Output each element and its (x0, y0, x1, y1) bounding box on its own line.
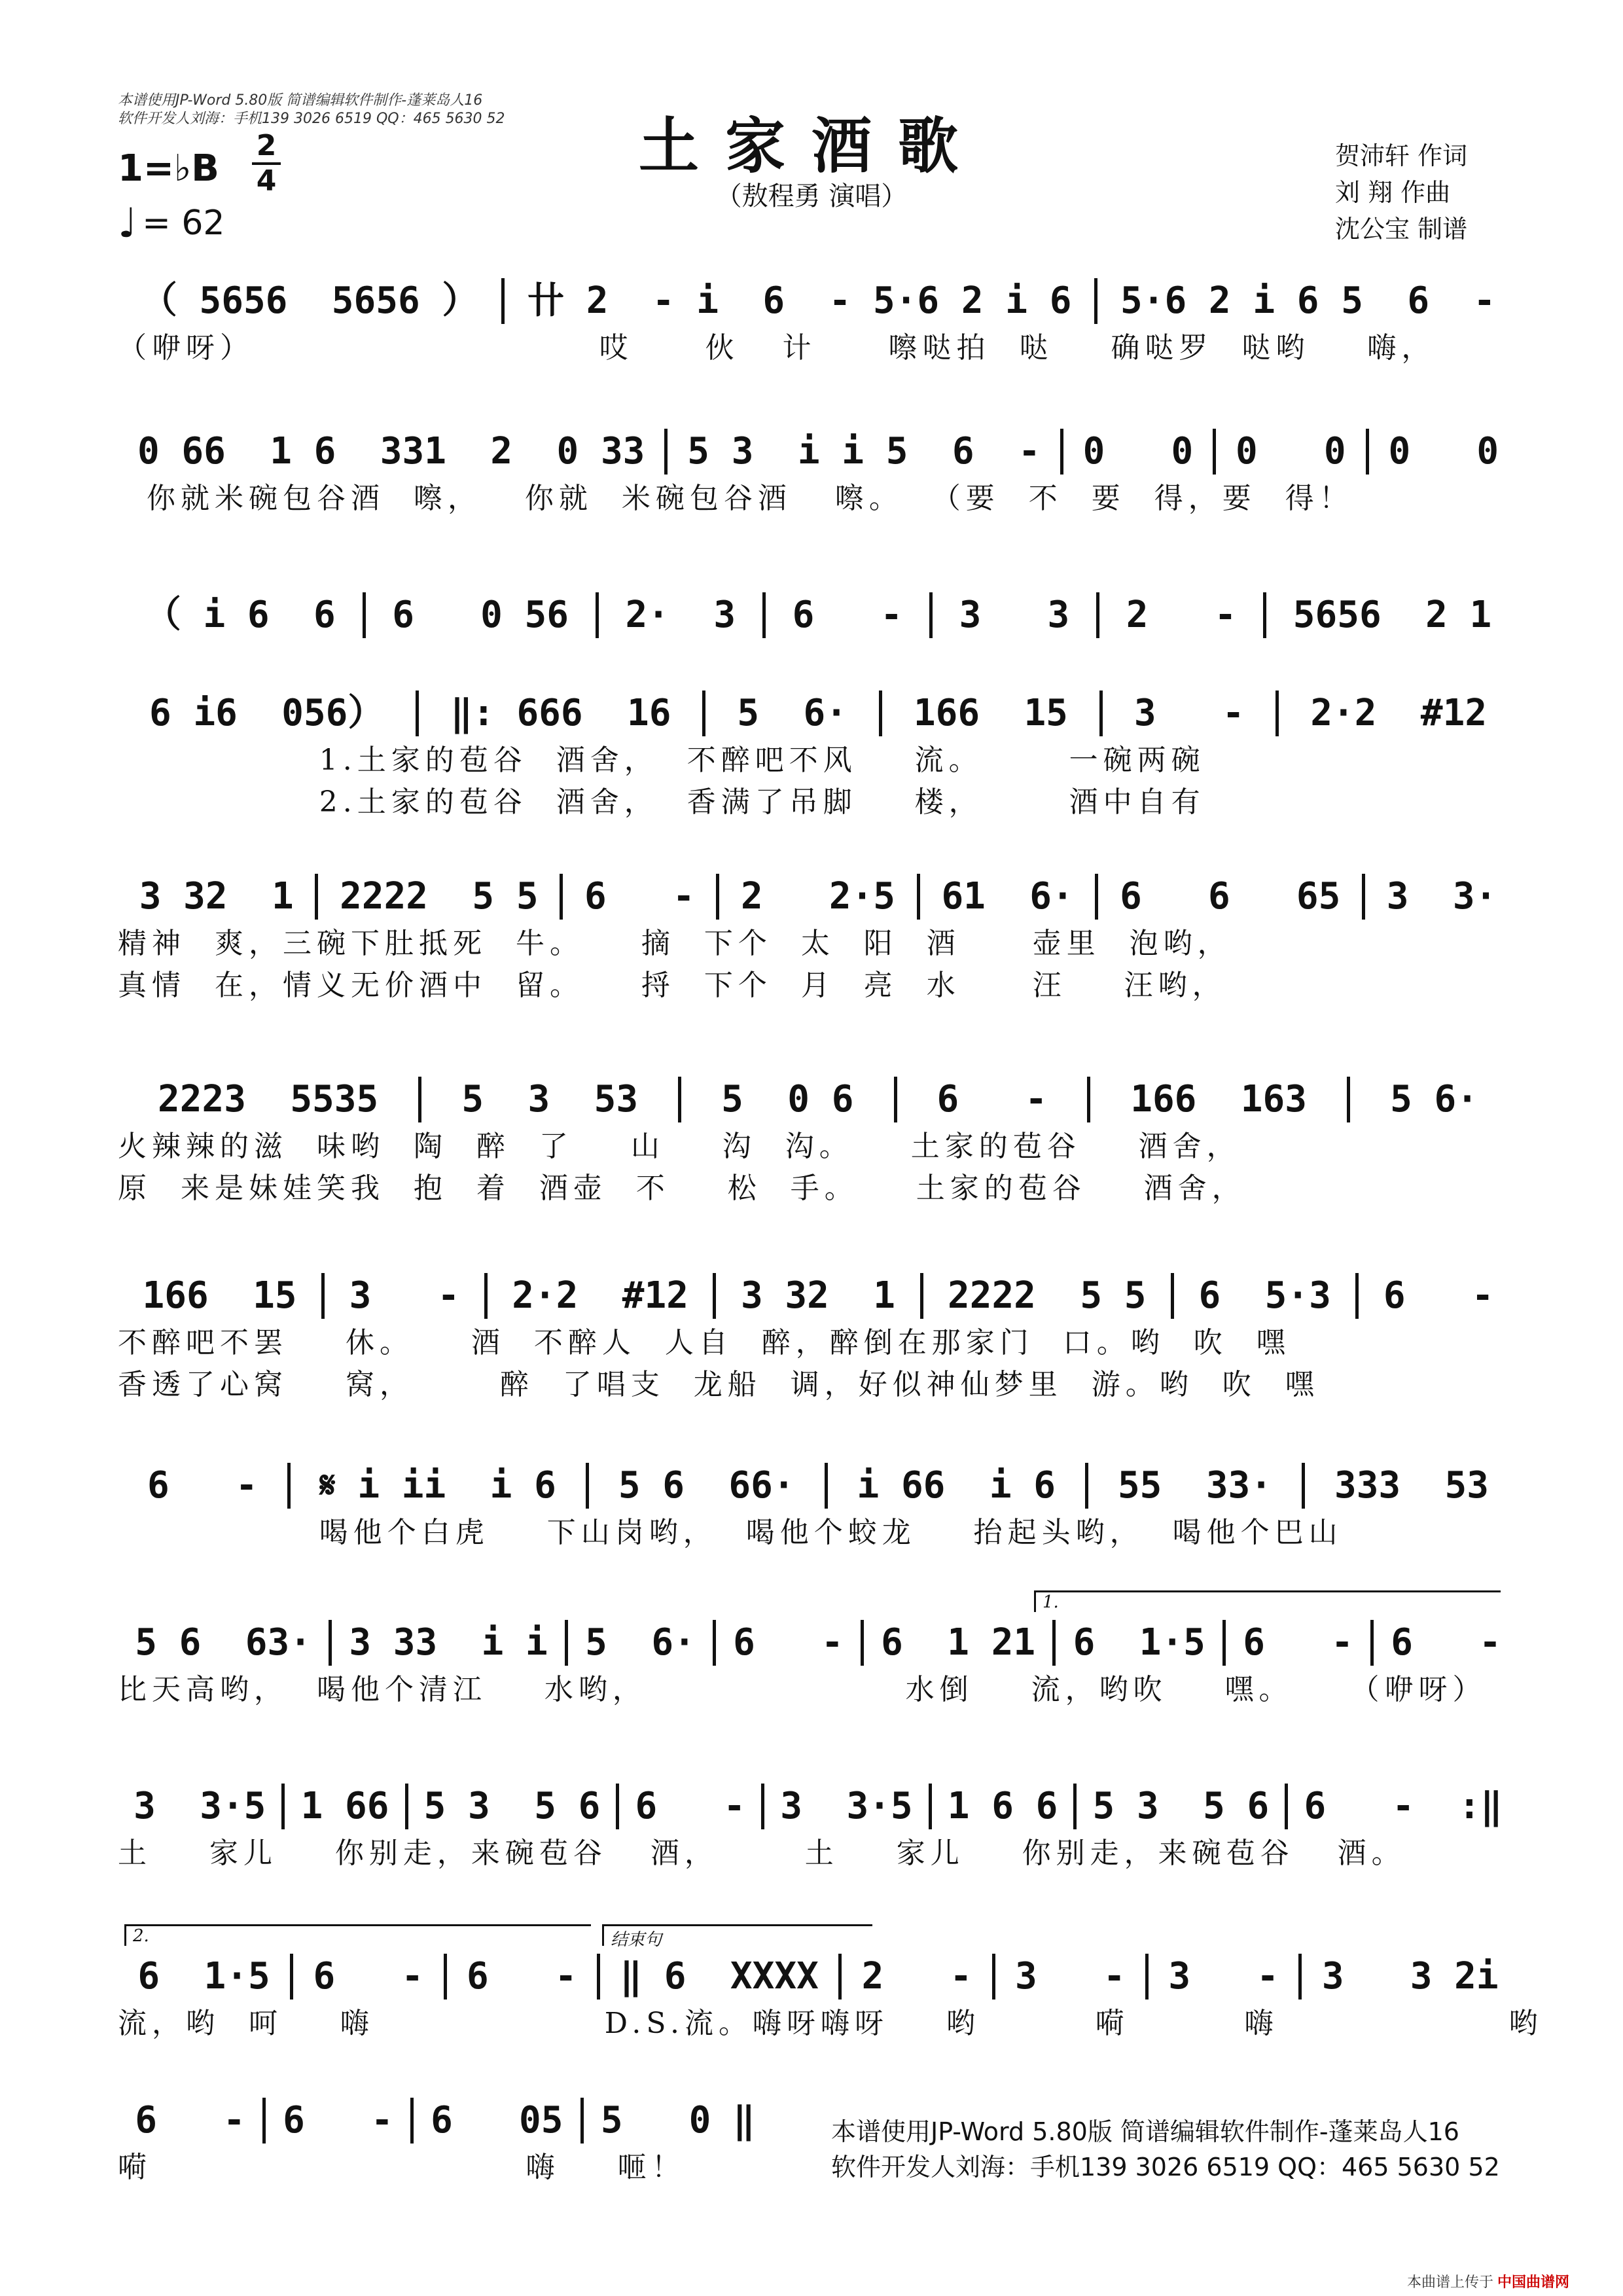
tempo-marking (118, 199, 225, 247)
key-signature: 1=♭B (118, 147, 219, 190)
measure: 2222 5 5 (340, 875, 539, 918)
lyric-verse-1: 流，哟 呵 嗨 D.S.流。嗨呀嗨呀 哟 嗬 嗨 哟 (118, 2007, 1543, 2040)
measure: 6 - (313, 1955, 424, 1998)
lyric-verse-1: 嗬 嗨 咂！ (118, 2151, 686, 2184)
lyric-verse-1: 1.土家的苞谷 酒舍， 不醉吧不风 流。 一碗两碗 (118, 744, 1205, 777)
measure: 5 3 5 6 (423, 1785, 601, 1827)
score-line-12 (118, 2094, 772, 2189)
measure: 2·2 #12 (512, 1274, 688, 1317)
measure: 3 3· (1386, 875, 1497, 918)
measure: 6 i6 056） (149, 692, 385, 734)
measure: 3 - (349, 1274, 460, 1317)
measure: 6 - (635, 1785, 746, 1827)
score-line-4 (118, 687, 1518, 823)
measure: 6 - (135, 2099, 245, 2142)
lyric-verse-1: 土 家儿 你别走，来碗苞谷 酒， 土 家儿 你别走，来碗苞谷 酒。 (118, 1837, 1406, 1870)
measure: 5 3 5 6 (1092, 1785, 1270, 1827)
singer: （敖程勇 演唱） (715, 181, 908, 211)
measure: 6 0 56 (392, 594, 569, 636)
score-line-10 (118, 1780, 1518, 1874)
measure: 𝄋 i ii i 6 (319, 1464, 556, 1507)
score-line-3 (118, 589, 1518, 641)
measure: 3 3·5 (134, 1785, 266, 1827)
score-line-9 (118, 1592, 1518, 1711)
volta-2-bracket: 2. (124, 1924, 591, 1946)
measure: 6 1·5 (137, 1955, 270, 1998)
lyric-verse-1: 火辣辣的滋 味哟 陶 醉 了 山 沟 沟。 土家的苞谷 酒舍， (118, 1130, 1241, 1163)
volta-1-bracket: 1. (1034, 1590, 1501, 1612)
measure: 166 15 (913, 692, 1068, 734)
composer: 刘 翔 作曲 (1335, 178, 1451, 207)
time-signature (250, 131, 283, 196)
time-signature-bottom: 4 (256, 164, 277, 198)
measure: 5 0 6 (721, 1078, 854, 1121)
measure: 2 - (861, 1955, 972, 1998)
measure: 3 - (1015, 1955, 1126, 1998)
notes-row (118, 1460, 1518, 1512)
notes-row (118, 687, 1518, 740)
measure: 61 6· (941, 875, 1074, 918)
measure: 2 2·5 (741, 875, 896, 918)
quarter-note-icon: ♩ (118, 199, 137, 247)
measure: 6 - (584, 875, 695, 918)
score-line-2 (118, 425, 1518, 520)
measure: 6 - (1243, 1621, 1353, 1664)
lyric-verse-1: 比天高哟， 喝他个清江 水哟， 水倒 流，哟吹 嘿。 （咿呀） (118, 1673, 1487, 1706)
measure: 5 6 63· (135, 1621, 312, 1664)
measure: 2222 5 5 (948, 1274, 1147, 1317)
measure: 5 6 66· (618, 1464, 795, 1507)
measure: 166 15 (142, 1274, 297, 1317)
measure: 0 0 (1236, 430, 1346, 473)
measure: 卄 2 - i 6 - 5·6 2 i 6 (527, 279, 1072, 322)
bottom-credit-line-1: 本谱使用JP-Word 5.80版 简谱编辑软件制作-蓬莱岛人16 (831, 2117, 1459, 2146)
measure: 55 33· (1117, 1464, 1272, 1507)
measure: 2223 5535 (158, 1078, 379, 1121)
notes-row (118, 2094, 772, 2147)
measure: 6 5·3 (1198, 1274, 1331, 1317)
measure: 6 - (1383, 1274, 1494, 1317)
notes-row (118, 1780, 1518, 1833)
measure: 5 3 i i 5 6 - (687, 430, 1041, 473)
lyric-verse-2: 真情 在，情义无价酒中 留。 捋 下个 月 亮 水 汪 汪哟， (118, 969, 1226, 1002)
bottom-credit-line-2: 软件开发人刘海：手机139 3026 6519 QQ：465 5630 52 (831, 2153, 1500, 2181)
measure: 6 - (1391, 1621, 1501, 1664)
measure: 5 6· (585, 1621, 696, 1664)
measure: 3 32 1 (139, 875, 294, 918)
site-prefix: 本曲谱上传于 (1407, 2274, 1494, 2291)
score-line-1 (118, 275, 1518, 369)
lyric-verse-1: 喝他个白虎 下山岗哟， 喝他个蛟龙 抬起头哟， 喝他个巴山 (118, 1516, 1343, 1549)
notes-row (118, 1950, 1518, 2003)
score-line-11 (118, 1926, 1543, 2045)
song-title: 土家酒歌 (638, 111, 984, 181)
measure: 3 32 1 (740, 1274, 895, 1317)
lyric-verse-1: （咿呀） 哎 伙 计 嚓哒拍 哒 确哒罗 哒哟 嗨， (118, 331, 1436, 365)
measure: 2 - (1126, 594, 1237, 636)
measure: 1 66 (300, 1785, 389, 1827)
measure: 3 3 2i (1321, 1955, 1499, 1998)
time-signature-top: 2 (256, 129, 277, 162)
measure: 3 - (1133, 692, 1245, 734)
measure: 6 - (147, 1464, 258, 1507)
lyric-verse-1: 不醉吧不罢 休。 酒 不醉人 人自 醉，醉倒在那家门 口。哟 吹 嘿 (118, 1326, 1291, 1359)
score-line-8 (118, 1460, 1518, 1554)
measure: i 66 i 6 (857, 1464, 1056, 1507)
site-logo: 中国曲谱网 (1497, 2274, 1570, 2291)
notes-row (118, 1073, 1518, 1126)
measure: ‖: 666 16 (450, 692, 671, 734)
notes-row (118, 589, 1518, 641)
measure: 5656 2 1 (1293, 594, 1492, 636)
measure: 166 163 (1130, 1078, 1307, 1121)
lyric-verse-1: 精神 爽，三碗下肚抵死 牛。 摘 下个 太 阳 酒 壶里 泡哟， (118, 927, 1232, 960)
site-watermark (1407, 2271, 1569, 2291)
measure: 5 0 ‖ (600, 2099, 755, 2142)
measure: 6 05 (431, 2099, 563, 2142)
measure: 3 - (1168, 1955, 1279, 1998)
lyric-verse-1: 你就米碗包谷酒 嚓， 你就 米碗包谷酒 嚓。 （要 不 要 得，要 得！ (118, 482, 1353, 515)
lyric-verse-2: 香透了心窝 窝， 醉 了唱支 龙船 调，好似神仙梦里 游。哟 吹 嘿 (118, 1368, 1319, 1401)
measure: 6 6 65 (1120, 875, 1341, 918)
notes-row (118, 1617, 1518, 1669)
measure: 2· 3 (625, 594, 736, 636)
score-line-5 (118, 870, 1518, 1007)
measure: 3 33 i i (349, 1621, 548, 1664)
measure: 6 - :‖ (1304, 1785, 1503, 1827)
measure: 6 - (936, 1078, 1048, 1121)
measure: 3 3·5 (780, 1785, 913, 1827)
measure: 5 6· (1390, 1078, 1478, 1121)
score-line-7 (118, 1270, 1518, 1406)
measure: 333 53 (1334, 1464, 1489, 1507)
ending-bracket: 结束句 (602, 1924, 872, 1946)
measure: 1 6 6 (947, 1785, 1058, 1827)
notes-row (118, 1270, 1518, 1322)
measure: 6 - (792, 594, 903, 636)
lyric-verse-2: 原 来是妹娃笑我 抱 着 酒壶 不 松 手。 土家的苞谷 酒舍， (118, 1172, 1246, 1205)
measure: ‖ 6 XXXX (620, 1955, 819, 1998)
measure: 5 3 53 (461, 1078, 639, 1121)
measure: 0 0 (1388, 430, 1499, 473)
measure: 5 6· (737, 692, 847, 734)
measure: 6 - (733, 1621, 844, 1664)
transcriber: 沈公宝 制谱 (1335, 215, 1468, 243)
lyric-verse-2: 2.土家的苞谷 酒舍， 香满了吊脚 楼， 酒中自有 (118, 785, 1205, 819)
top-credit-line-2: 软件开发人刘海：手机139 3026 6519 QQ：465 5630 52 (118, 111, 505, 127)
measure: 6 - (466, 1955, 577, 1998)
measure: 2·2 #12 (1310, 692, 1488, 734)
bottom-credit (831, 2114, 1500, 2185)
measure: （ 5656 5656 ） (140, 279, 479, 322)
notes-row (118, 870, 1518, 923)
notes-row (118, 275, 1518, 327)
authors (1335, 137, 1467, 247)
measure: 6 1 21 (881, 1621, 1036, 1664)
measure: 6 - (283, 2099, 393, 2142)
measure: 6 1·5 (1073, 1621, 1205, 1664)
measure: 3 3 (959, 594, 1070, 636)
notes-row (118, 425, 1518, 478)
measure: 5·6 2 i 6 5 6 - (1120, 279, 1496, 322)
measure: 0 66 1 6 331 2 0 33 (137, 430, 645, 473)
measure: （ i 6 6 (144, 594, 336, 636)
lyricist: 贺沛轩 作词 (1335, 141, 1468, 170)
top-credit-line-1: 本谱使用JP-Word 5.80版 简谱编辑软件制作-蓬莱岛人16 (118, 92, 483, 109)
tempo-value: = 62 (142, 204, 225, 243)
measure: 0 0 (1082, 430, 1194, 473)
score-line-6 (118, 1073, 1518, 1210)
